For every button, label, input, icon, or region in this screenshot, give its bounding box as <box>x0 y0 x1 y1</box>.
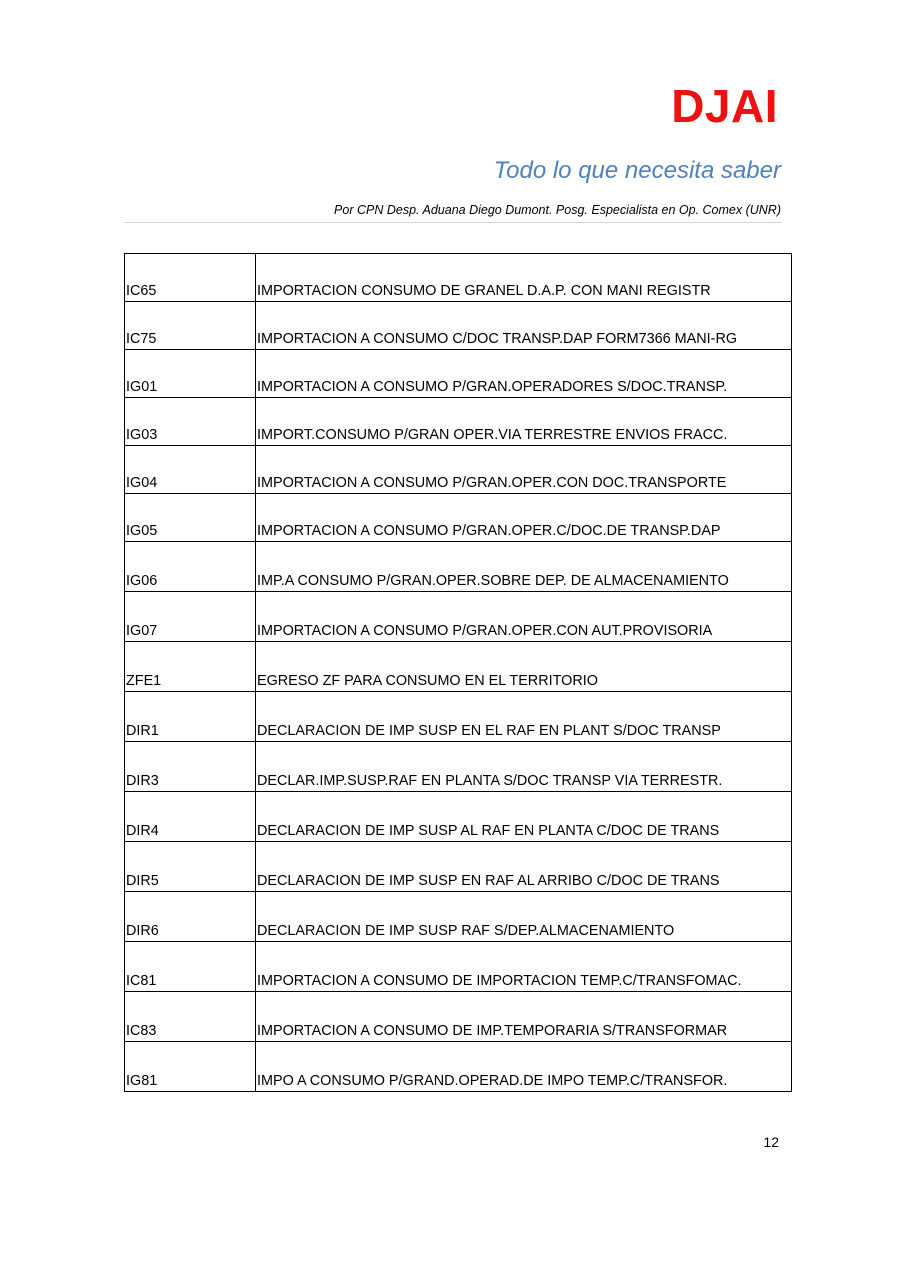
code-cell: DIR1 <box>125 692 256 742</box>
description-cell: DECLARACION DE IMP SUSP EN RAF AL ARRIBO C/DOC DE TRANS <box>256 842 792 892</box>
header-divider <box>124 222 782 223</box>
page-title: DJAI <box>671 80 778 132</box>
code-cell: IG04 <box>125 446 256 494</box>
description-cell: IMPORTACION A CONSUMO P/GRAN.OPER.CON AUT.PROVISORIA <box>256 592 792 642</box>
description-cell: IMPORTACION A CONSUMO DE IMPORTACION TEMP.C/TRANSFOMAC. <box>256 942 792 992</box>
code-cell: IG07 <box>125 592 256 642</box>
code-cell: IC75 <box>125 302 256 350</box>
code-cell: DIR6 <box>125 892 256 942</box>
description-cell: IMPORTACION A CONSUMO DE IMP.TEMPORARIA S/TRANSFORMAR <box>256 992 792 1042</box>
description-cell: DECLARACION DE IMP SUSP AL RAF EN PLANTA C/DOC DE TRANS <box>256 792 792 842</box>
description-cell: IMP.A CONSUMO P/GRAN.OPER.SOBRE DEP. DE ALMACENAMIENTO <box>256 542 792 592</box>
table-row <box>125 398 792 446</box>
description-cell: IMPORTACION CONSUMO DE GRANEL D.A.P. CON MANI REGISTR <box>256 254 792 302</box>
table-row <box>125 842 792 892</box>
table-row <box>125 992 792 1042</box>
code-cell: IG05 <box>125 494 256 542</box>
code-cell: IC65 <box>125 254 256 302</box>
table-row <box>125 1042 792 1092</box>
description-cell: IMPO A CONSUMO P/GRAND.OPERAD.DE IMPO TEMP.C/TRANSFOR. <box>256 1042 792 1092</box>
table-row <box>125 942 792 992</box>
code-cell: IC83 <box>125 992 256 1042</box>
description-cell: EGRESO ZF PARA CONSUMO EN EL TERRITORIO <box>256 642 792 692</box>
table-row <box>125 302 792 350</box>
code-cell: IG01 <box>125 350 256 398</box>
page-number: 12 <box>763 1134 779 1150</box>
table-row <box>125 254 792 302</box>
description-cell: IMPORT.CONSUMO P/GRAN OPER.VIA TERRESTRE ENVIOS FRACC. <box>256 398 792 446</box>
table-row <box>125 792 792 842</box>
table-row <box>125 446 792 494</box>
code-cell: IG03 <box>125 398 256 446</box>
description-cell: DECLAR.IMP.SUSP.RAF EN PLANTA S/DOC TRANSP VIA TERRESTR. <box>256 742 792 792</box>
description-cell: IMPORTACION A CONSUMO P/GRAN.OPER.CON DOC.TRANSPORTE <box>256 446 792 494</box>
code-cell: ZFE1 <box>125 642 256 692</box>
code-cell: IC81 <box>125 942 256 992</box>
page-subtitle: Todo lo que necesita saber <box>493 157 781 184</box>
table-row <box>125 892 792 942</box>
code-cell: DIR5 <box>125 842 256 892</box>
description-cell: IMPORTACION A CONSUMO C/DOC TRANSP.DAP FORM7366 MANI-RG <box>256 302 792 350</box>
description-cell: DECLARACION DE IMP SUSP RAF S/DEP.ALMACENAMIENTO <box>256 892 792 942</box>
table-row <box>125 592 792 642</box>
table-row <box>125 494 792 542</box>
table-row <box>125 742 792 792</box>
destination-codes-table <box>124 253 792 1092</box>
author-byline: Por CPN Desp. Aduana Diego Dumont. Posg. Especialista en Op. Comex (UNR) <box>334 203 781 217</box>
description-cell: IMPORTACION A CONSUMO P/GRAN.OPERADORES S/DOC.TRANSP. <box>256 350 792 398</box>
table-row <box>125 542 792 592</box>
table-row <box>125 692 792 742</box>
description-cell: DECLARACION DE IMP SUSP EN EL RAF EN PLANT S/DOC TRANSP <box>256 692 792 742</box>
table-row <box>125 642 792 692</box>
description-cell: IMPORTACION A CONSUMO P/GRAN.OPER.C/DOC.DE TRANSP.DAP <box>256 494 792 542</box>
table-row <box>125 350 792 398</box>
code-cell: IG06 <box>125 542 256 592</box>
code-cell: IG81 <box>125 1042 256 1092</box>
code-cell: DIR4 <box>125 792 256 842</box>
code-cell: DIR3 <box>125 742 256 792</box>
